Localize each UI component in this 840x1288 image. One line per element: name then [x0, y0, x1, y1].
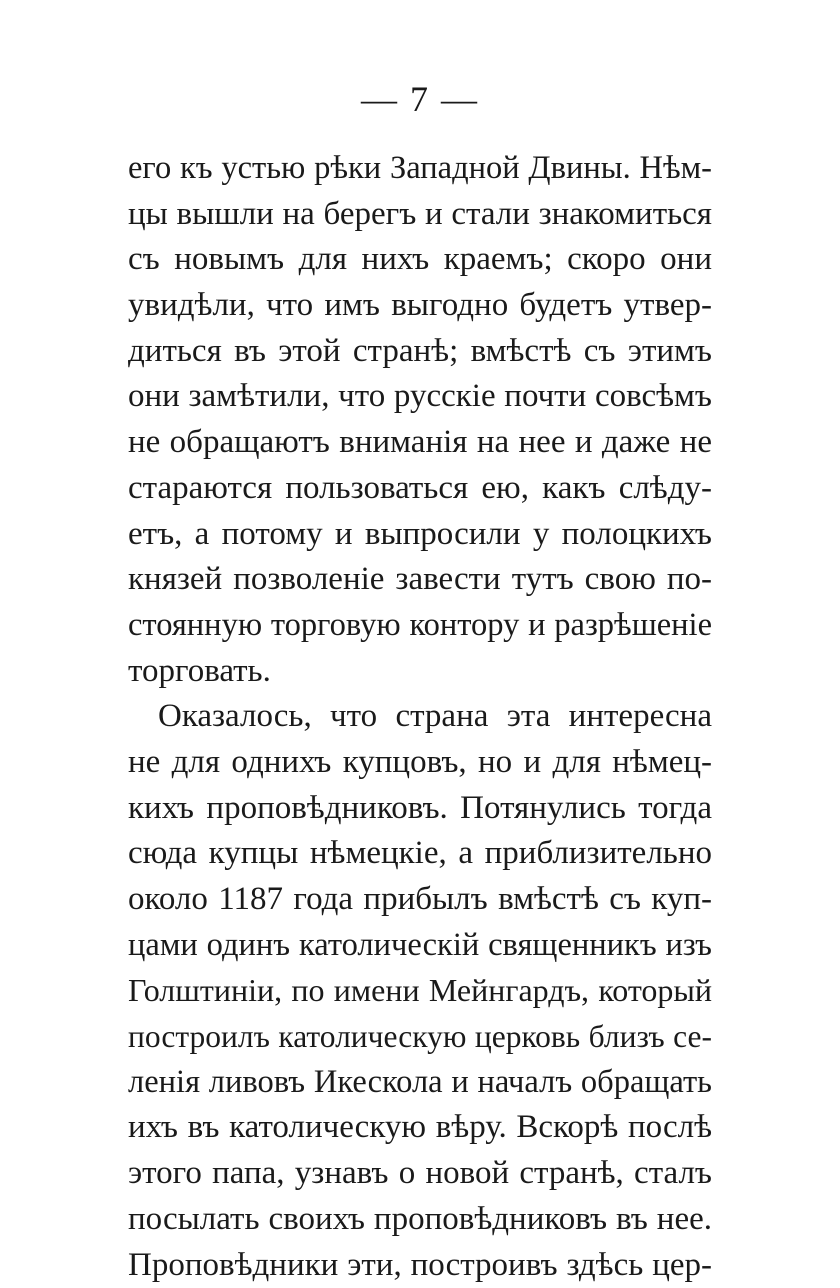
- text-line: построилъ католическую церковь близъ се-: [128, 1014, 712, 1060]
- text-line: не обращаютъ вниманія на нее и даже не: [128, 420, 712, 466]
- paragraph-2: [128, 694, 712, 1288]
- text-line: не для однихъ купцовъ, но и для нѣмец-: [128, 740, 712, 786]
- text-line: около 1187 года прибылъ вмѣстѣ съ куп-: [128, 877, 712, 923]
- text-line: торговать.: [128, 649, 712, 695]
- text-line: князей позволеніе завести тутъ свою по-: [128, 557, 712, 603]
- text-line: етъ, а потому и выпросили у полоцкихъ: [128, 512, 712, 558]
- text-line: посылать своихъ проповѣдниковъ въ нее.: [128, 1197, 712, 1243]
- text-line: его къ устью рѣки Западной Двины. Нѣм-: [128, 146, 712, 192]
- text-line: Голштиніи, по имени Мейнгардъ, который: [128, 968, 712, 1014]
- text-line: кихъ проповѣдниковъ. Потянулись тогда: [128, 786, 712, 832]
- text-line: они замѣтили, что русскіе почти совсѣмъ: [128, 374, 712, 420]
- page-number: — 7 —: [0, 78, 840, 120]
- body-text: [128, 146, 712, 1288]
- text-line: цами одинъ католическій священникъ изъ: [128, 923, 712, 969]
- text-line: Проповѣдники эти, построивъ здѣсь цер-: [128, 1243, 712, 1288]
- text-line: ленія ливовъ Икескола и началъ обращать: [128, 1060, 712, 1106]
- text-line: съ новымъ для нихъ краемъ; скоро они: [128, 237, 712, 283]
- text-line: диться въ этой странѣ; вмѣстѣ съ этимъ: [128, 329, 712, 375]
- text-line: увидѣли, что имъ выгодно будетъ утвер-: [128, 283, 712, 329]
- text-line: стараются пользоваться ею, какъ слѣду-: [128, 466, 712, 512]
- text-line: сюда купцы нѣмецкіе, а приблизительно: [128, 831, 712, 877]
- text-line: Оказалось, что страна эта интересна: [128, 694, 712, 740]
- text-line: цы вышли на берегъ и стали знакомиться: [128, 192, 712, 238]
- text-line: ихъ въ католическую вѣру. Вскорѣ послѣ: [128, 1105, 712, 1151]
- text-line: этого папа, узнавъ о новой странѣ, сталъ: [128, 1151, 712, 1197]
- text-line: стоянную торговую контору и разрѣшеніе: [128, 603, 712, 649]
- paragraph-1: [128, 146, 712, 694]
